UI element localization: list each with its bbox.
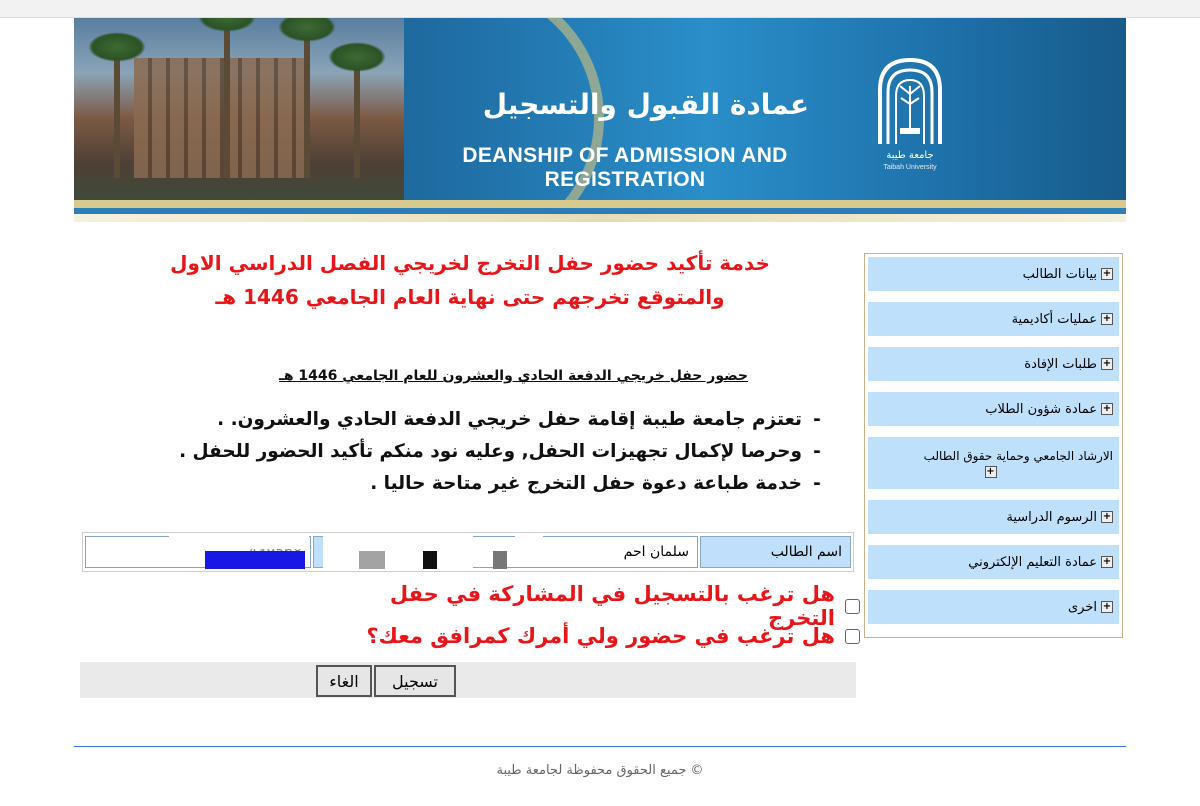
ceremony-subheading: حضور حفل خريجي الدفعة الحادي والعشرون للعام الجامعي 1446 هـ: [279, 368, 748, 384]
redaction-block: [323, 535, 473, 571]
header-banner: [74, 18, 1126, 222]
sidebar-item-e-learning[interactable]: [868, 545, 1119, 579]
expand-plus-icon[interactable]: +: [1102, 556, 1112, 567]
list-item: -وحرصا لإكمال تجهيزات الحفل, وعليه نود منكم تأكيد الحضور للحفل .: [179, 441, 821, 462]
expand-plus-icon[interactable]: +: [986, 465, 995, 477]
sidebar-item-student-data[interactable]: [868, 257, 1119, 291]
register-button[interactable]: تسجيل: [374, 665, 456, 697]
browser-top-bar: [0, 0, 1200, 18]
redaction-block: [359, 551, 385, 569]
sidebar-item-label: الرسوم الدراسية: [1006, 509, 1097, 525]
guardian-attendance-checkbox[interactable]: [845, 629, 860, 644]
sidebar-item-guidance-rights[interactable]: [868, 437, 1119, 489]
question-text: هل ترغب بالتسجيل في المشاركة في حفل التخرج: [389, 582, 835, 630]
expand-plus-icon[interactable]: +: [1102, 268, 1112, 279]
expand-plus-icon[interactable]: +: [1102, 511, 1112, 522]
student-name-label: اسم الطالب: [700, 536, 851, 568]
register-ceremony-checkbox[interactable]: [845, 599, 860, 614]
student-info-row: [82, 532, 854, 572]
sidebar-item-label: عمادة التعليم الإلكتروني: [968, 554, 1097, 570]
sidebar-item-label: عمليات أكاديمية: [1011, 311, 1097, 327]
redaction-block: [515, 535, 543, 551]
banner-title-english: DEANSHIP OF ADMISSION AND REGISTRATION: [462, 144, 788, 191]
redaction-block: [169, 535, 309, 549]
list-item: -خدمة طباعة دعوة حفل التخرج غير متاحة حاليا .: [370, 473, 821, 494]
notice-bullet-list: [100, 404, 832, 500]
sidebar-item-certificate-requests[interactable]: [868, 347, 1119, 381]
notice-line-2: والمتوقع تخرجهم حتى نهاية العام الجامعي 1446 هـ: [215, 285, 725, 309]
notice-line-1: خدمة تأكيد حضور حفل التخرج لخريجي الفصل الدراسي الاول: [170, 251, 770, 275]
footer-divider: [74, 746, 1126, 747]
redaction-block: [423, 551, 437, 569]
banner-title-arabic: عمادة القبول والتسجيل: [482, 88, 810, 121]
expand-plus-icon[interactable]: +: [1102, 358, 1112, 369]
student-name-value: سلمان احم: [469, 536, 698, 568]
sidebar-item-other[interactable]: [868, 590, 1119, 624]
question-text: هل ترغب في حضور ولي أمرك كمرافق معك؟: [366, 624, 835, 648]
form-button-bar: [80, 662, 856, 698]
sidebar-item-label: بيانات الطالب: [1022, 266, 1097, 282]
logo-caption-english: Taibah University: [883, 164, 937, 171]
question-guardian-attendance: [320, 624, 860, 648]
sidebar-item-student-affairs[interactable]: [868, 392, 1119, 426]
sidebar-item-tuition-fees[interactable]: [868, 500, 1119, 534]
footer-copyright: © جميع الحقوق محفوظة لجامعة طيبة: [496, 763, 704, 778]
redaction-block: [205, 551, 305, 569]
expand-plus-icon[interactable]: +: [1102, 403, 1112, 414]
taibah-university-logo-icon: [874, 56, 946, 146]
expand-plus-icon[interactable]: +: [1102, 313, 1112, 324]
logo-caption-arabic: جامعة طيبة: [886, 150, 934, 161]
cancel-button[interactable]: الغاء: [316, 665, 372, 697]
sidebar-item-label: عمادة شؤون الطلاب: [985, 401, 1097, 417]
sidebar-item-academic-operations[interactable]: [868, 302, 1119, 336]
redaction-block: [493, 551, 507, 569]
question-register-ceremony: [320, 582, 860, 630]
sidebar-item-label: الارشاد الجامعي وحماية حقوق الطالب: [923, 448, 1113, 463]
graduation-notice-heading: [160, 246, 780, 314]
list-item: -تعتزم جامعة طيبة إقامة حفل خريجي الدفعة الحادي والعشرون. .: [217, 409, 821, 430]
sidebar-menu: [864, 253, 1123, 638]
sidebar-item-label: طلبات الإفادة: [1024, 356, 1097, 372]
expand-plus-icon[interactable]: +: [1102, 601, 1112, 612]
sidebar-item-label: اخرى: [1068, 599, 1097, 615]
